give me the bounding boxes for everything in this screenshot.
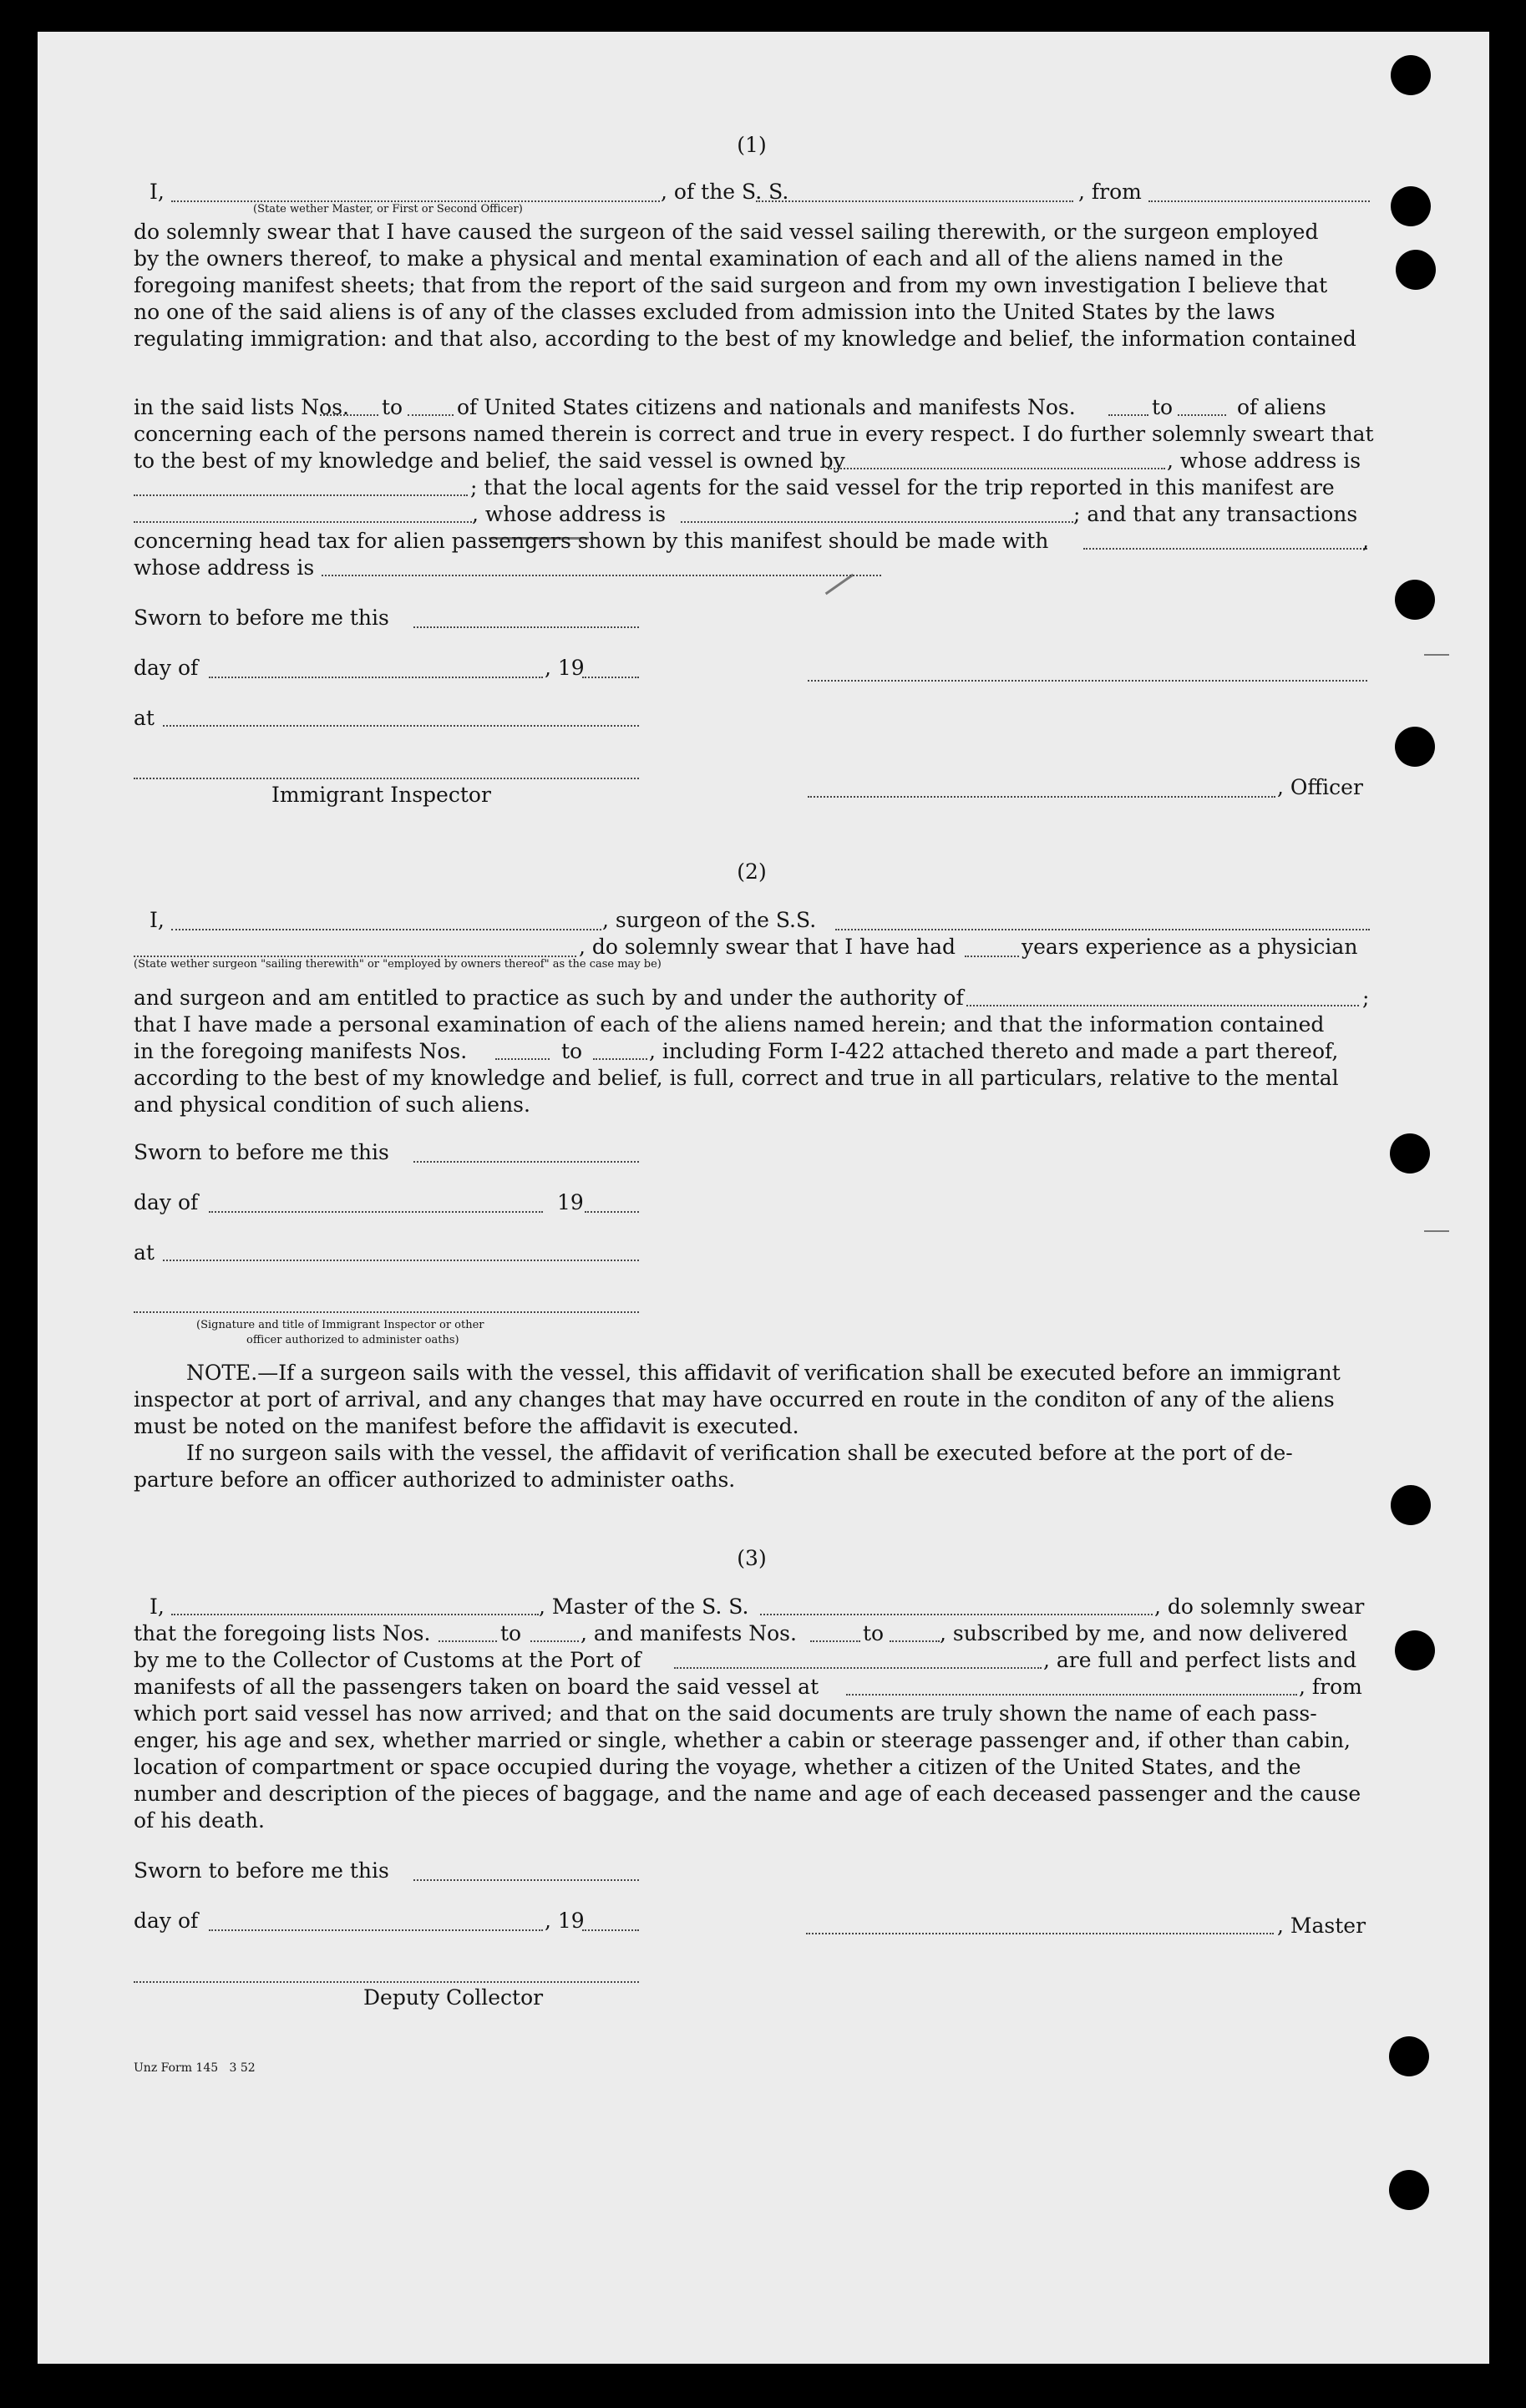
body-line: location of compartment or space occupied during the voyage, whether a citizen of the United States, and the — [134, 1755, 1301, 1779]
punch-hole — [1389, 2036, 1429, 2076]
note-line: If no surgeon sails with the vessel, the affidavit of verification shall be executed before at the port of de- — [186, 1441, 1293, 1465]
swear-had-label: , do solemnly swear that I have had — [579, 935, 956, 959]
signature-note: (Signature and title of Immigrant Inspector or other — [196, 1319, 484, 1331]
sworn-year-field[interactable] — [582, 1929, 639, 1931]
manifests-label: in the foregoing manifests Nos. — [134, 1039, 468, 1063]
alien-list-from-field[interactable] — [1108, 414, 1148, 416]
punch-hole — [1391, 55, 1431, 95]
body-line: do solemnly swear that I have caused the surgeon of the said vessel sailing therewith, or the surgeon employed — [134, 220, 1319, 244]
citizens-label: of United States citizens and nationals and manifests Nos. — [457, 395, 1076, 419]
sworn-label: Sworn to before me this — [134, 606, 389, 630]
sworn-month-field[interactable] — [209, 1211, 543, 1213]
sworn-label: Sworn to before me this — [134, 1858, 389, 1883]
manifest-from-field[interactable] — [810, 1640, 860, 1642]
from-label: , from — [1299, 1675, 1362, 1699]
section3-body — [134, 1701, 1370, 1834]
sworn-day-field[interactable] — [413, 626, 639, 628]
departure-port-field[interactable] — [1148, 200, 1370, 202]
officer-title: , Officer — [1277, 775, 1363, 799]
collector-title: Deputy Collector — [363, 1985, 544, 2010]
surgeon-ship-field[interactable] — [835, 929, 1370, 930]
punch-hole — [1395, 580, 1435, 620]
to-label: to — [561, 1039, 583, 1063]
alien-list-to-field[interactable] — [1178, 414, 1226, 416]
port-label: by me to the Collector of Customs at the Port of — [134, 1648, 641, 1672]
signature-note: officer authorized to administer oaths) — [246, 1334, 459, 1346]
officer-signature-field[interactable] — [808, 796, 1275, 798]
day-of-label: day of — [134, 1190, 199, 1214]
to-label: to — [500, 1621, 522, 1645]
body-line: enger, his age and sex, whether married or single, whether a cabin or steerage passenger and, if other than cabin, — [134, 1728, 1351, 1752]
section-number: (1) — [737, 133, 767, 157]
officer-signature-top-field[interactable] — [808, 680, 1367, 682]
sworn-day-field[interactable] — [413, 1161, 639, 1163]
year-label: 19 — [557, 1190, 584, 1214]
owned-by-label: to the best of my knowledge and belief, the said vessel is owned by — [134, 449, 845, 473]
sworn-label: Sworn to before me this — [134, 1140, 389, 1164]
punch-hole — [1395, 727, 1435, 767]
section1-body — [134, 219, 1370, 352]
head-tax-party-field[interactable] — [1083, 548, 1367, 550]
year-label: , 19 — [545, 1909, 585, 1933]
delivered-label: , subscribed by me, and now delivered — [940, 1621, 1348, 1645]
ship-name-field[interactable] — [756, 200, 1073, 202]
section-number: (3) — [737, 1546, 767, 1570]
from-label: , from — [1078, 180, 1142, 204]
concerning-line: concerning each of the persons named therein is correct and true in every respect. I do further solemnly sweart that — [134, 422, 1374, 446]
body-line: regulating immigration: and that also, according to the best of my knowledge and belief, the information contained — [134, 327, 1356, 351]
head-tax-label: concerning head tax for alien passengers shown by this manifest should be made with — [134, 529, 1049, 553]
form-i422-label: , including Form I-422 attached thereto and made a part thereof, — [649, 1039, 1339, 1063]
years-label: years experience as a physician — [1022, 935, 1358, 959]
head-tax-address-field[interactable] — [322, 575, 881, 576]
inspector-title: Immigrant Inspector — [271, 783, 491, 807]
sworn-place-field[interactable] — [163, 1260, 639, 1261]
owner-address-field[interactable] — [134, 494, 468, 496]
sworn-year-field[interactable] — [585, 1211, 639, 1213]
i-label: I, — [150, 1594, 165, 1619]
to-label: to — [1152, 395, 1174, 419]
surgeon-status-note: (State wether surgeon "sailing therewith" or "employed by owners thereof" as the case may be) — [134, 958, 662, 971]
authority-field[interactable] — [966, 1005, 1359, 1006]
local-agents-field[interactable] — [134, 521, 472, 523]
year-label: , 19 — [545, 656, 585, 680]
i-label: I, — [150, 908, 165, 932]
body-line: of his death. — [134, 1808, 265, 1833]
section-number: (2) — [737, 859, 767, 884]
sworn-month-field[interactable] — [209, 1929, 543, 1931]
body-line: that I have made a personal examination of each of the aliens named herein; and that the information contained — [134, 1012, 1325, 1037]
collector-signature-field[interactable] — [134, 1981, 639, 1983]
at-label: at — [134, 706, 155, 730]
master-title: , Master — [1277, 1914, 1366, 1938]
body-line: according to the best of my knowledge and belief, is full, correct and true in all particulars, relative to the mental — [134, 1066, 1339, 1090]
sworn-day-field[interactable] — [413, 1879, 639, 1881]
body-line: and physical condition of such aliens. — [134, 1092, 530, 1117]
surgeon-of-ss-label: , surgeon of the S.S. — [602, 908, 817, 932]
section2-body-end — [134, 1065, 1370, 1118]
body-line: foregoing manifest sheets; that from the report of the said surgeon and from my own investigation I believe that — [134, 273, 1328, 297]
note-line: parture before an officer authorized to administer oaths. — [134, 1468, 736, 1492]
punch-hole — [1391, 186, 1431, 226]
master-name-field[interactable] — [171, 1614, 539, 1615]
to-label: to — [863, 1621, 885, 1645]
boarded-at-label: manifests of all the passengers taken on board the said vessel at — [134, 1675, 819, 1699]
body-line: number and description of the pieces of baggage, and the name and age of each deceased passenger and the cause — [134, 1782, 1361, 1806]
to-label: to — [382, 395, 403, 419]
surgeon-name-field[interactable] — [171, 929, 601, 930]
citizen-list-to-field[interactable] — [408, 414, 454, 416]
inspector-signature-field[interactable] — [134, 778, 639, 779]
comma: , — [1362, 529, 1369, 553]
citizen-list-from-field[interactable] — [320, 414, 378, 416]
master-signature-field[interactable] — [806, 1933, 1274, 1934]
sworn-year-field[interactable] — [582, 677, 639, 678]
body-line: by the owners thereof, to make a physical and mental examination of each and all of the aliens named in the — [134, 246, 1284, 271]
officer-field-note: (State wether Master, or First or Second Officer) — [253, 203, 523, 215]
note-paragraph — [134, 1440, 1370, 1493]
day-of-label: day of — [134, 1909, 199, 1933]
punch-hole — [1389, 2170, 1429, 2210]
transactions-label: ; and that any transactions — [1073, 502, 1358, 526]
punch-hole — [1390, 1133, 1430, 1174]
boarding-port-field[interactable] — [846, 1694, 1297, 1696]
whose-address-label: , whose address is — [1167, 449, 1361, 473]
inspector-signature-field[interactable] — [134, 1311, 639, 1313]
form-identifier: Unz Form 145 3 52 — [134, 2061, 256, 2075]
years-experience-field[interactable] — [965, 956, 1019, 957]
day-of-label: day of — [134, 656, 199, 680]
manifests-label: , and manifests Nos. — [580, 1621, 797, 1645]
body-line: no one of the said aliens is of any of the classes excluded from admission into the United States by the laws — [134, 300, 1275, 324]
stray-mark — [1424, 654, 1449, 656]
stray-mark — [825, 574, 854, 595]
semicolon: ; — [1362, 986, 1370, 1010]
sworn-month-field[interactable] — [209, 677, 543, 678]
of-ss-label: , of the S. S. — [661, 180, 789, 204]
swear-label: , do solemnly swear — [1154, 1594, 1365, 1619]
at-label: at — [134, 1240, 155, 1265]
local-agents-label: ; that the local agents for the said vessel for the trip reported in this manifest are — [470, 475, 1335, 499]
lists-label: in the said lists Nos. — [134, 395, 349, 419]
master-ship-field[interactable] — [760, 1614, 1153, 1615]
aliens-label: of aliens — [1237, 395, 1326, 419]
owner-field[interactable] — [828, 468, 1165, 469]
sworn-place-field[interactable] — [163, 725, 639, 727]
section2-body — [134, 1011, 1370, 1038]
list-to-field[interactable] — [530, 1640, 579, 1642]
punch-hole — [1391, 1485, 1431, 1525]
note-line: must be noted on the manifest before the affidavit is executed. — [134, 1414, 799, 1438]
whose-address-label: whose address is — [134, 555, 315, 580]
lists-perfect-label: , are full and perfect lists and — [1043, 1648, 1357, 1672]
master-of-ss-label: , Master of the S. S. — [539, 1594, 749, 1619]
agents-address-field[interactable] — [681, 521, 1073, 523]
note-paragraph — [134, 1360, 1370, 1440]
manifest-to-field[interactable] — [890, 1640, 940, 1642]
note-line: inspector at port of arrival, and any changes that may have occurred en route in the conditon of any of the aliens — [134, 1387, 1335, 1412]
punch-hole — [1396, 250, 1436, 290]
whose-address-label: , whose address is — [472, 502, 667, 526]
port-field[interactable] — [674, 1667, 1042, 1669]
stray-mark — [1424, 1230, 1449, 1232]
manifest-from-field[interactable] — [495, 1058, 550, 1060]
i-label: I, — [150, 180, 165, 204]
authority-label: and surgeon and am entitled to practice as such by and under the authority of — [134, 986, 964, 1010]
lists-label: that the foregoing lists Nos. — [134, 1621, 431, 1645]
form-page — [38, 32, 1489, 2364]
manifest-to-field[interactable] — [593, 1058, 647, 1060]
note-line: NOTE.—If a surgeon sails with the vessel, this affidavit of verification shall be executed before an immigrant — [186, 1361, 1341, 1385]
punch-hole — [1395, 1630, 1435, 1670]
body-line: which port said vessel has now arrived; and that on the said documents are truly shown the name of each pass- — [134, 1701, 1317, 1726]
list-from-field[interactable] — [439, 1640, 497, 1642]
